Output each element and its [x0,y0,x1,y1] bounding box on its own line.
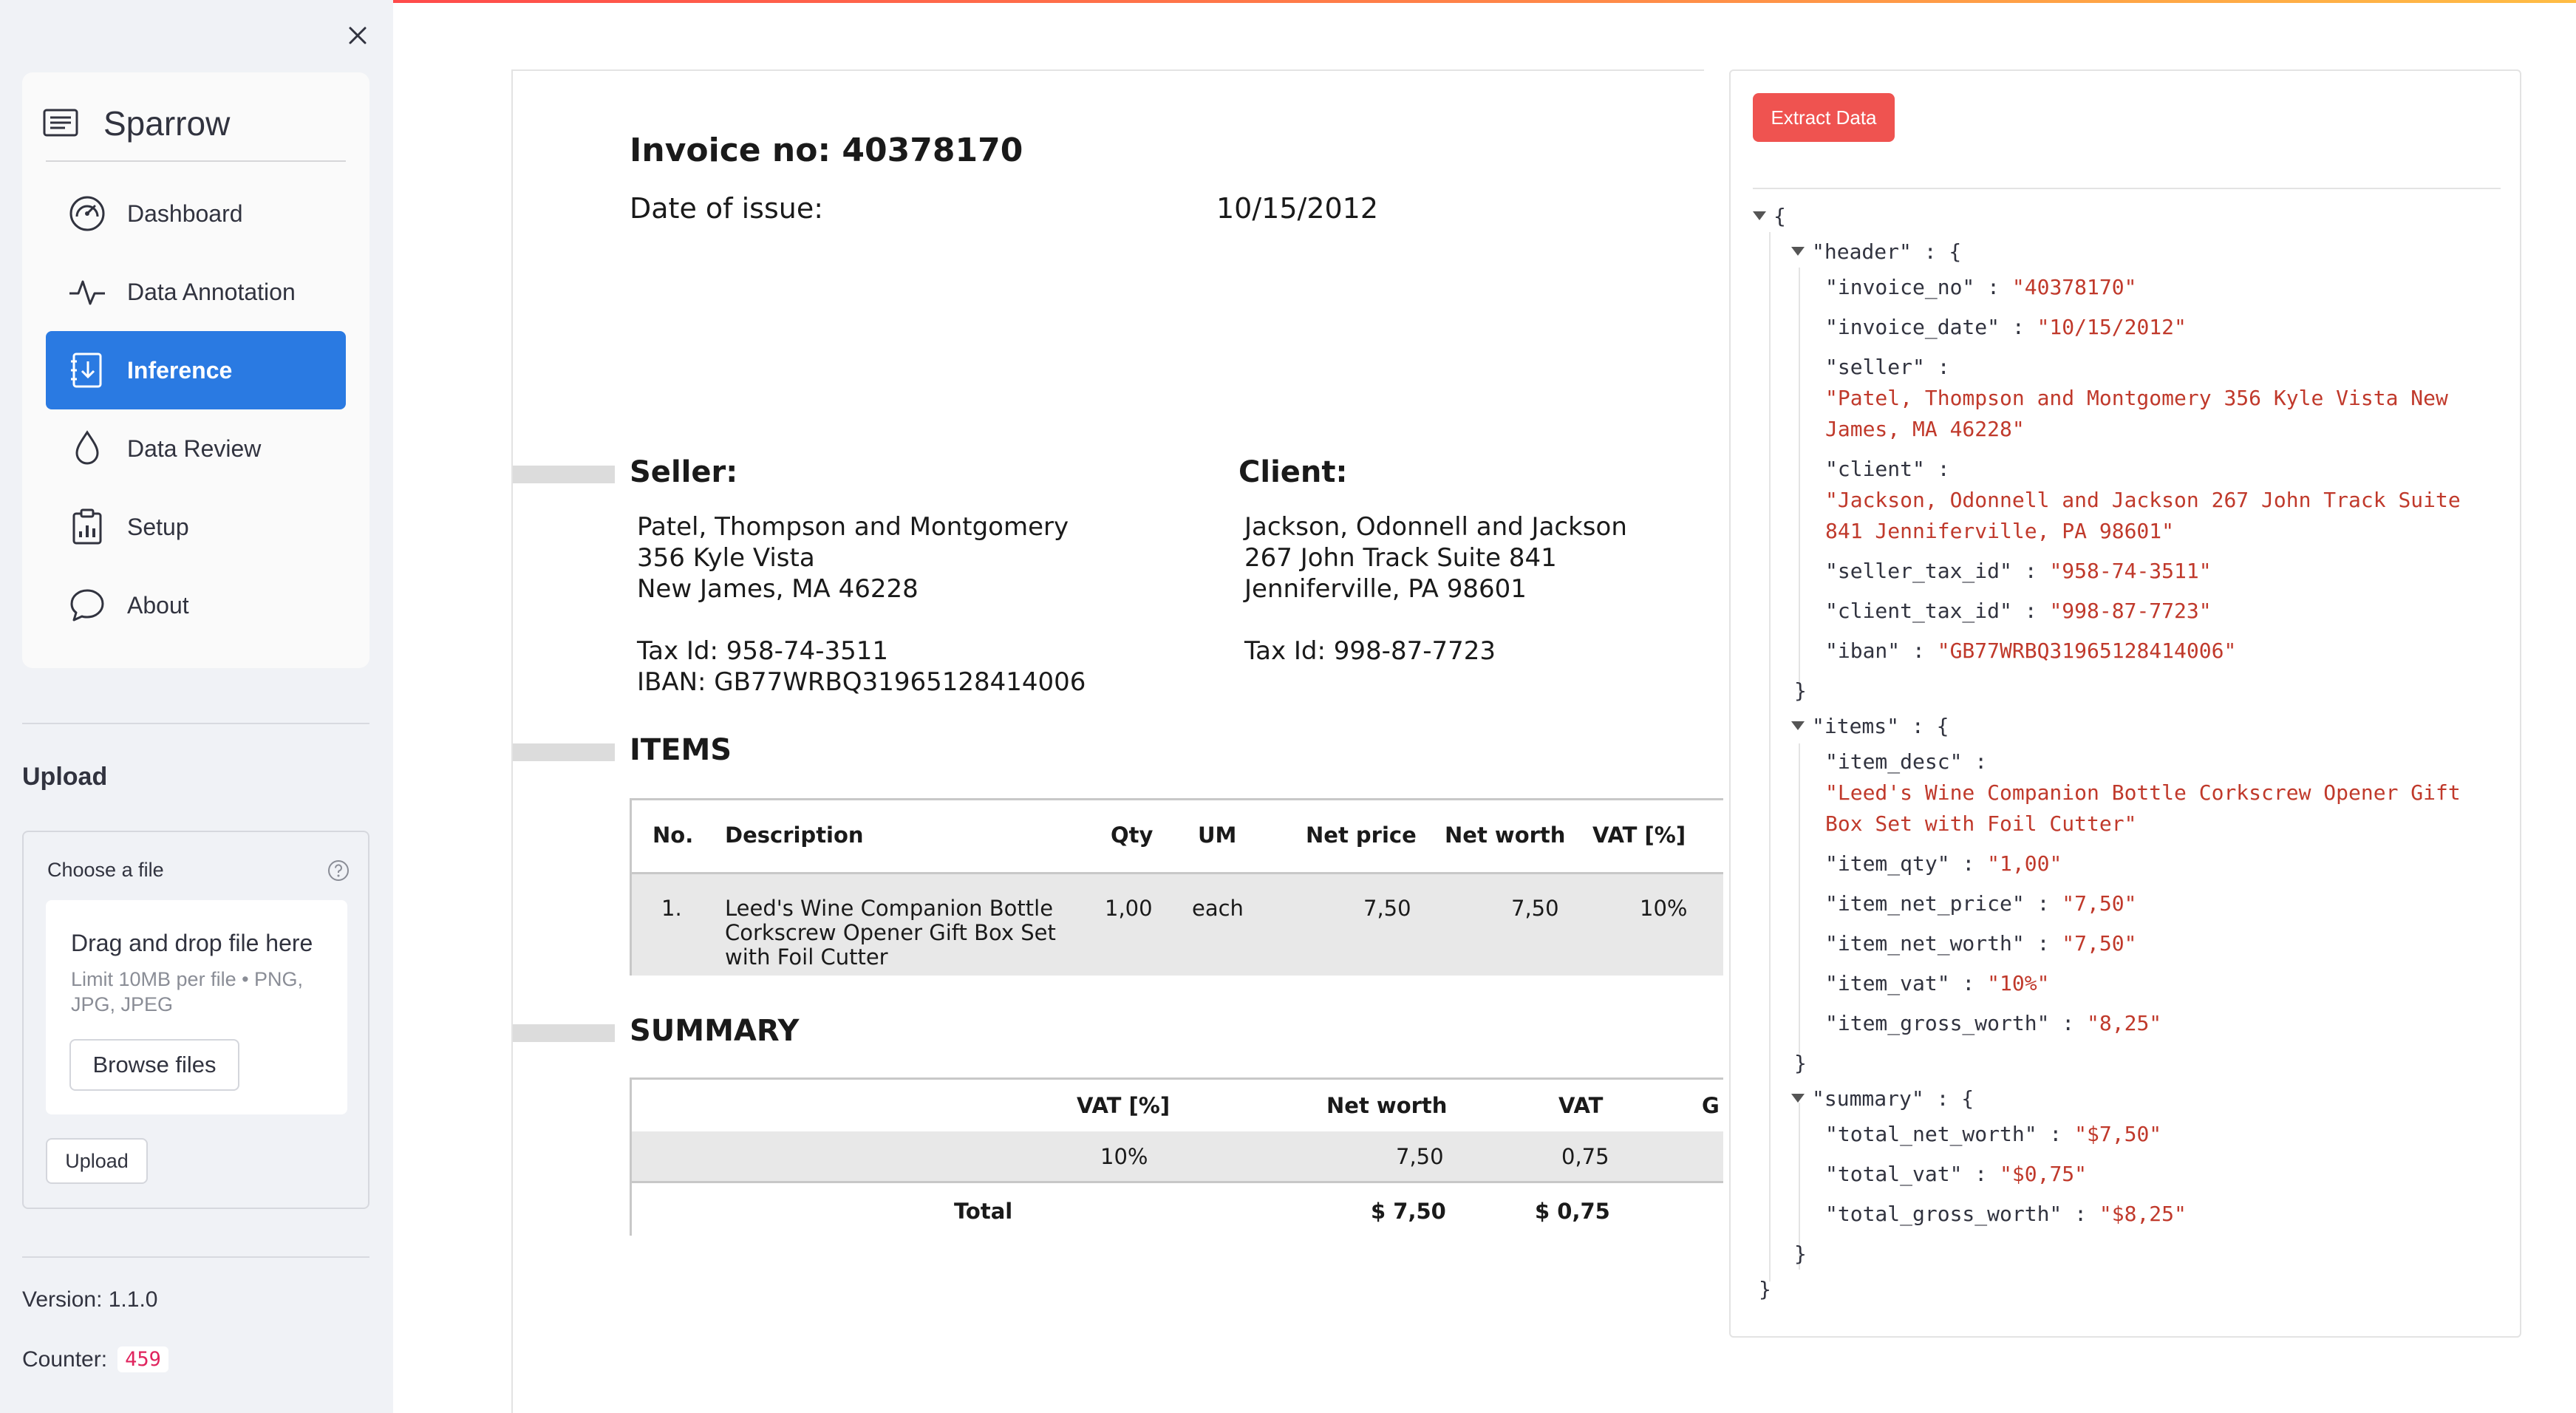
json-entry [1825,811,2136,836]
json-key: "seller" : [1825,355,1950,379]
column-header: VAT [%] [1077,1093,1171,1118]
file-drop-zone[interactable] [46,900,347,1114]
json-key: "header" : { [1812,239,1962,264]
nav-item-setup[interactable] [46,488,346,566]
upload-button[interactable]: Upload [46,1138,148,1184]
version-text: Version: 1.1.0 [22,1287,158,1312]
item-um: each [1192,896,1244,921]
client-address [1244,511,1627,605]
invoice-number: Invoice no: 40378170 [630,132,1023,169]
table-row [632,1185,1723,1236]
nav-item-dashboard[interactable] [46,174,346,253]
json-entry [1825,1011,2161,1035]
nav-item-data-annotation[interactable] [46,253,346,331]
column-header: UM [1198,823,1237,848]
total-net-worth: $ 7,50 [1371,1199,1446,1224]
column-header: Net price [1306,823,1417,848]
json-entry [1825,417,2025,441]
json-entry [1825,749,1987,774]
clipboard-chart-icon [67,506,108,548]
json-key: "item_gross_worth" : [1825,1011,2088,1035]
nav-label: Dashboard [127,200,243,227]
receipt-icon [40,103,81,144]
json-value: "958-74-3511" [2049,559,2212,583]
json-entry [1825,639,2236,663]
client-line: Jackson, Odonnell and Jackson [1244,512,1627,542]
extraction-panel [1729,69,2521,1338]
total-vat: $ 0,75 [1535,1199,1610,1224]
seller-tax-id: Tax Id: 958-74-3511 [637,636,888,666]
json-root-close: } [1759,1277,1771,1301]
json-value: "GB77WRBQ31965128414006" [1937,639,2237,663]
seller-line: New James, MA 46228 [637,574,919,604]
json-entry [1825,780,2461,805]
top-decoration-bar [393,0,2576,3]
json-entry [1825,971,2049,995]
counter-value: 459 [117,1346,168,1372]
items-title: ITEMS [630,733,732,767]
summary-vat-rate: 10% [1100,1144,1148,1169]
json-entry [1825,931,2136,956]
json-entry [1825,488,2461,512]
json-value: "998-87-7723" [2049,599,2212,623]
json-value: "Jackson, Odonnell and Jackson 267 John Track Suite [1825,488,2461,512]
json-value: "$8,25" [2099,1202,2187,1226]
table-row [632,874,1723,976]
json-value: "Patel, Thompson and Montgomery 356 Kyle Vista New [1825,386,2448,410]
json-key: "invoice_no" : [1825,275,2012,299]
collapse-icon[interactable] [1791,721,1805,730]
json-key: "total_net_worth" : [1825,1122,2075,1146]
indent-guide [1769,232,1771,1281]
column-header: VAT [1558,1093,1604,1118]
client-line: 267 John Track Suite 841 [1244,543,1557,573]
nav-item-data-review[interactable] [46,409,346,488]
seller-iban: IBAN: GB77WRBQ31965128414006 [637,667,1086,697]
item-net-price: 7,50 [1363,896,1411,921]
json-entry [1825,1122,2161,1146]
counter-label: Counter: [22,1346,108,1372]
collapse-icon[interactable] [1791,247,1805,256]
json-key: "item_vat" : [1825,971,1988,995]
json-value: "40378170" [2011,275,2137,299]
summary-net-worth: 7,50 [1396,1144,1444,1169]
section-marker [513,743,615,761]
json-key: "summary" : { [1812,1086,1974,1111]
item-no: 1. [661,896,682,921]
drop-zone-title: Drag and drop file here [71,930,313,956]
json-key: "item_net_price" : [1825,891,2062,916]
column-header: Net worth [1445,823,1566,848]
client-title: Client: [1238,455,1348,489]
json-entry [1825,891,2136,916]
app-title: Sparrow [103,104,231,143]
json-value: "1,00" [1987,851,2062,876]
json-value: "8,25" [2087,1011,2162,1035]
column-header: No. [652,823,694,848]
json-items-key[interactable] [1791,714,1949,738]
json-brace-close: } [1794,678,1807,703]
chat-icon [67,585,108,626]
json-key: "seller_tax_id" : [1825,559,2050,583]
json-entry [1825,355,1950,379]
summary-table-header [632,1080,1723,1131]
total-label: Total [954,1199,1013,1224]
json-key: "items" : { [1812,714,1949,738]
json-root-open[interactable] [1753,204,1786,228]
close-sidebar-button[interactable] [343,21,372,50]
json-brace: { [1773,204,1786,228]
file-limit-text: Limit 10MB per file • PNG, JPG, JPEG [71,968,304,1015]
date-of-issue-label: Date of issue: [630,192,824,225]
json-entry [1825,559,2212,583]
panel-divider [1753,188,2501,189]
item-description-line: Leed's Wine Companion Bottle [725,896,1054,921]
json-entry [1825,519,2174,543]
seller-line: Patel, Thompson and Montgomery [637,512,1069,542]
seller-line: 356 Kyle Vista [637,543,815,573]
summary-table [630,1077,1723,1236]
json-key: "item_net_worth" : [1825,931,2062,956]
column-header: G [1702,1093,1720,1118]
json-value: 841 Jenniferville, PA 98601" [1825,519,2175,543]
json-entry [1825,1162,2087,1186]
item-description-line: Corkscrew Opener Gift Box Set [725,920,1056,945]
activity-icon [67,271,108,313]
nav-item-inference[interactable] [46,331,346,409]
json-value: "7,50" [2062,931,2137,956]
json-entry [1825,386,2448,410]
counter [22,1346,168,1372]
json-key: "total_gross_worth" : [1825,1202,2099,1226]
column-header: Description [725,823,864,848]
file-uploader-label: Choose a file [47,859,164,881]
help-icon[interactable] [327,859,350,882]
seller-title: Seller: [630,455,738,489]
item-description-line: with Foil Cutter [725,944,888,970]
brand [40,98,230,149]
json-header-key[interactable] [1791,239,1961,264]
invoice-image [511,69,1720,1413]
json-value: "7,50" [2062,891,2137,916]
droplet-icon [67,428,108,469]
seller-tax-block [637,636,1086,698]
json-key: "client" : [1825,457,1950,481]
json-key: "iban" : [1825,639,1938,663]
json-value: "$7,50" [2074,1122,2162,1146]
brand-divider [46,160,346,162]
json-key: "client_tax_id" : [1825,599,2050,623]
section-marker [513,1024,615,1042]
item-qty: 1,00 [1105,896,1153,921]
nav-label: Inference [127,356,233,384]
nav-label: Data Review [127,435,262,462]
json-key: "total_vat" : [1825,1162,2000,1186]
json-value: "10/15/2012" [2037,315,2187,339]
indent-guide [1799,268,1800,695]
nav-item-about[interactable] [46,566,346,644]
summary-vat: 0,75 [1561,1144,1609,1169]
json-value: James, MA 46228" [1825,417,2025,441]
json-value: "10%" [1987,971,2050,995]
client-tax-id: Tax Id: 998-87-7723 [1244,636,1496,666]
speedometer-icon [67,193,108,234]
json-value: "$0,75" [2000,1162,2088,1186]
item-net-worth: 7,50 [1511,896,1559,921]
json-key: "item_qty" : [1825,851,1988,876]
sidebar [0,0,393,1413]
extract-data-button[interactable]: Extract Data [1753,93,1895,142]
nav-label: About [127,591,189,619]
sidebar-divider [22,723,369,724]
json-entry [1825,599,2212,623]
items-table [630,798,1723,976]
json-entry [1825,315,2187,339]
nav-label: Setup [127,513,189,540]
upload-section-title: Upload [22,763,108,791]
close-icon [343,21,372,50]
collapse-icon[interactable] [1753,211,1766,220]
json-entry [1825,851,2062,876]
json-brace-close: } [1794,1242,1807,1266]
collapse-icon[interactable] [1791,1094,1805,1103]
summary-title: SUMMARY [630,1014,800,1048]
json-entry [1825,457,1950,481]
json-entry [1825,1202,2187,1226]
json-key: "item_desc" : [1825,749,1988,774]
column-header: Qty [1111,823,1154,848]
json-brace-close: } [1794,1051,1807,1075]
json-entry [1825,275,2136,299]
client-line: Jenniferville, PA 98601 [1244,574,1527,604]
json-key: "invoice_date" : [1825,315,2037,339]
nav-label: Data Annotation [127,278,296,305]
column-header: VAT [%] [1592,823,1686,848]
browse-files-button[interactable]: Browse files [69,1039,239,1091]
item-description [725,896,1056,970]
indent-guide [1799,743,1800,1054]
json-summary-key[interactable] [1791,1086,1974,1111]
section-marker [513,466,615,483]
items-table-header [632,800,1723,874]
item-vat: 10% [1640,896,1688,921]
table-row [632,1131,1723,1183]
json-value: "Leed's Wine Companion Bottle Corkscrew Opener Gift [1825,780,2461,805]
seller-address [637,511,1069,605]
journal-arrow-down-icon [67,350,108,391]
date-of-issue-value: 10/15/2012 [1216,192,1379,225]
sidebar-divider [22,1256,369,1258]
upload-form [22,831,369,1209]
column-header: Net worth [1326,1093,1448,1118]
json-value: Box Set with Foil Cutter" [1825,811,2137,836]
